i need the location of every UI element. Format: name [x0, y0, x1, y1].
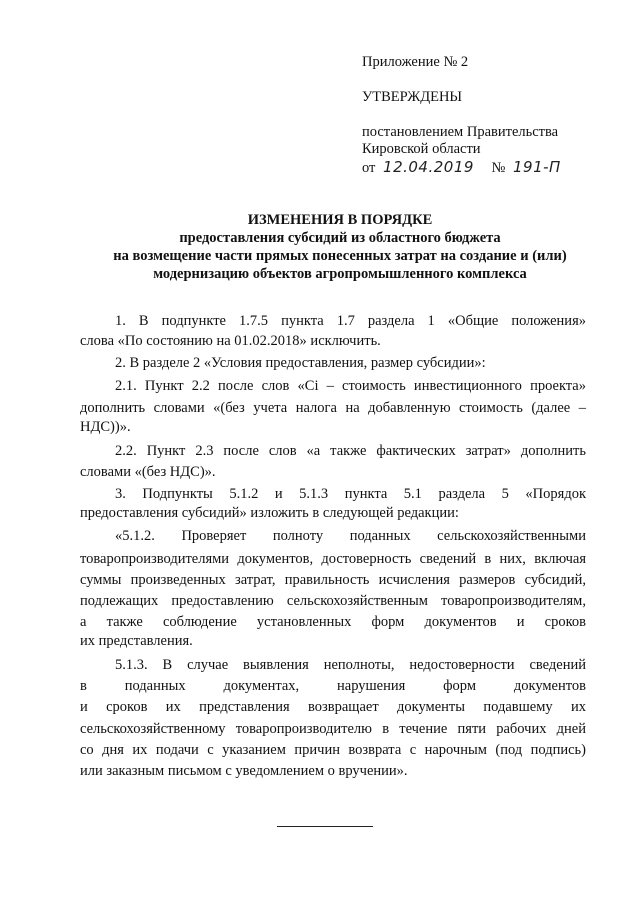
handwritten-date: 12.04.2019	[383, 158, 474, 176]
p1-line-2: слова «По состоянию на 01.02.2018» исключить.	[80, 333, 381, 349]
appendix-label: Приложение № 2	[362, 54, 469, 70]
p6-line-6: их представления.	[80, 633, 193, 649]
p6-line-3: суммы произведенных затрат, правильность исчисления размеров субсидий,	[80, 572, 586, 588]
from-label: от	[362, 160, 376, 176]
p6-line-5: а также соблюдение установленных форм документов и сроков	[80, 614, 586, 630]
title-line-4: модернизацию объектов агропромышленного комплекса	[153, 266, 527, 282]
p6-line-2: товаропроизводителями документов, достоверность сведений в них, включая	[80, 551, 586, 567]
handwritten-number: 191-П	[513, 158, 561, 176]
decree-line-1: постановлением Правительства	[362, 124, 559, 140]
p3-line-2: дополнить словами «(без учета налога на добавленную стоимость (далее –	[80, 400, 586, 416]
p6-line-1: «5.1.2. Проверяет полноту поданных сельскохозяйственными	[115, 528, 586, 544]
number-label: №	[491, 160, 506, 176]
title-line-2: предоставления субсидий из областного бюджета	[179, 230, 501, 246]
p3-line-1: 2.1. Пункт 2.2 после слов «Ci – стоимость инвестиционного проекта»	[115, 378, 586, 394]
p4-line-1: 2.2. Пункт 2.3 после слов «а также фактических затрат» дополнить	[115, 443, 586, 459]
p3-line-3: НДС))».	[80, 419, 131, 435]
p7-line-6: или заказным письмом с уведомлением о вручении».	[80, 763, 408, 779]
title-line-1: ИЗМЕНЕНИЯ В ПОРЯДКЕ	[247, 212, 433, 228]
decree-line-2: Кировской области	[362, 141, 481, 157]
title-line-3: на возмещение части прямых понесенных затрат на создание и (или)	[113, 248, 567, 264]
p5-line-1: 3. Подпункты 5.1.2 и 5.1.3 пункта 5.1 раздела 5 «Порядок	[115, 486, 586, 502]
p7-line-2: в поданных документах, нарушения форм документов	[80, 678, 586, 694]
p7-line-5: со дня их подачи с указанием причин возврата с нарочным (под подпись)	[80, 742, 586, 758]
closing-separator-line	[277, 826, 373, 827]
decree-date-number	[362, 159, 561, 176]
p7-line-4: сельскохозяйственному товаропроизводителю в течение пяти рабочих дней	[80, 721, 586, 737]
p5-line-2: предоставления субсидий» изложить в следующей редакции:	[80, 505, 459, 521]
p6-line-4: подлежащих предоставлению сельскохозяйственным товаропроизводителям,	[80, 593, 586, 609]
p1-line-1: 1. В подпункте 1.7.5 пункта 1.7 раздела 1 «Общие положения»	[115, 313, 586, 329]
approved-label: УТВЕРЖДЕНЫ	[362, 89, 463, 105]
p2-line-1: 2. В разделе 2 «Условия предоставления, размер субсидии»:	[115, 355, 486, 371]
p7-line-1: 5.1.3. В случае выявления неполноты, недостоверности сведений	[115, 657, 586, 673]
p4-line-2: словами «(без НДС)».	[80, 464, 216, 480]
p7-line-3: и сроков их представления возвращает документы подавшему их	[80, 699, 586, 715]
